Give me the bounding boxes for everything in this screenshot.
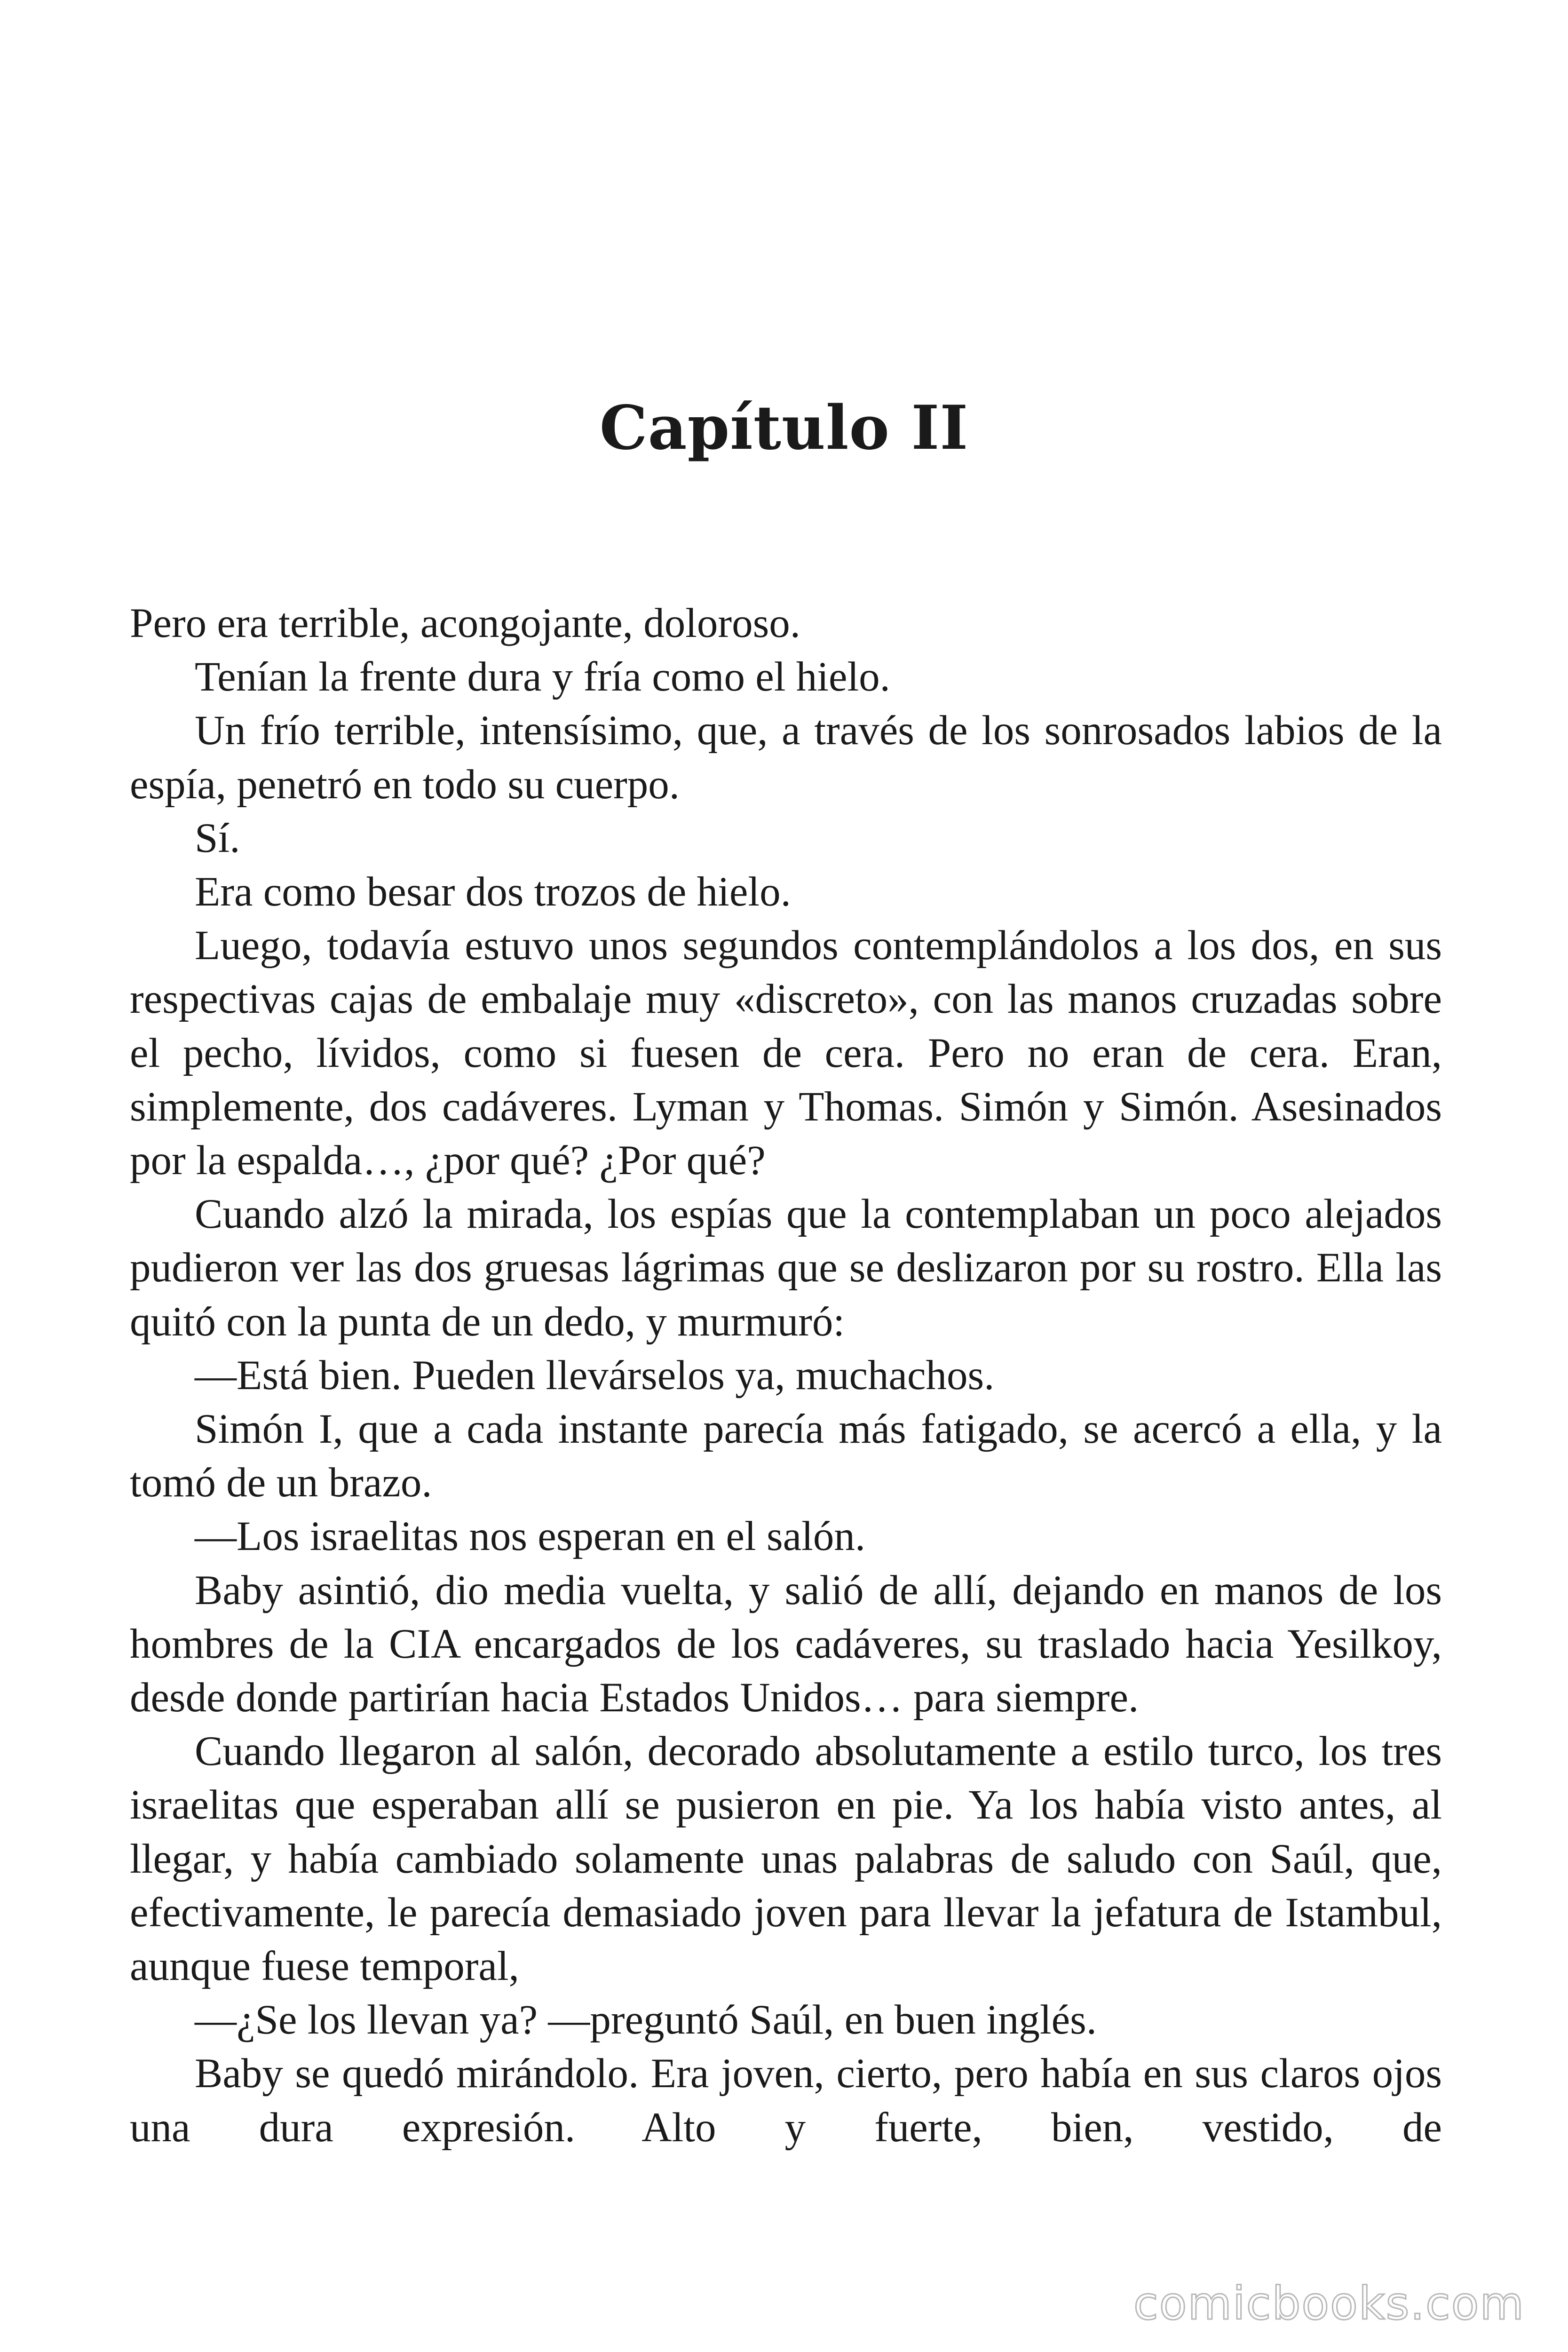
paragraph: Luego, todavía estuvo unos segundos contemplándolos a los dos, en sus respectivas cajas de embalaje muy «discreto», con las manos cruzadas sobre el pecho, lívidos, como si fuesen de cera. Pero no eran de cera. Eran, simplemente, dos cadáveres. Lyman y Thomas. Simón y Simón. Asesinados por la espalda…, ¿por qué? ¿Por qué?: [130, 922, 1442, 1184]
paragraph: —¿Se los llevan ya? —preguntó Saúl, en buen inglés.: [195, 1997, 1097, 2043]
paragraph: Cuando alzó la mirada, los espías que la contemplaban un poco alejados pudieron ver las dos gruesas lágrimas que se deslizaron por su rostro. Ella las quitó con la punta de un dedo, y murmuró:: [130, 1191, 1442, 1345]
paragraph: Tenían la frente dura y fría como el hielo.: [195, 654, 890, 700]
paragraph: —Está bien. Pueden llevárselos ya, muchachos.: [195, 1352, 995, 1398]
paragraph: —Los israelitas nos esperan en el salón.: [195, 1513, 866, 1560]
site-watermark: comicbooks.com: [1133, 2277, 1525, 2330]
paragraph: Cuando llegaron al salón, decorado absolutamente a estilo turco, los tres israelitas que esperaban allí se pusieron en pie. Ya los había visto antes, al llegar, y había cambiado solamente unas palabras de saludo con Saúl, que, efectivamente, le parecía demasiado joven para llevar la jefatura de Istambul, aunque fuese temporal,: [130, 1728, 1442, 1990]
paragraph: Baby asintió, dio media vuelta, y salió de allí, dejando en manos de los hombres de la CIA encargados de los cadáveres, su traslado hacia Yesilkoy, desde donde partirían hacia Estados Unidos… para siempre.: [130, 1567, 1442, 1721]
paragraph: Simón I, que a cada instante parecía más fatigado, se acercó a ella, y la tomó de un brazo.: [130, 1406, 1442, 1506]
chapter-body: [130, 596, 1442, 2154]
chapter-title: Capítulo II: [599, 393, 969, 463]
paragraph: Pero era terrible, acongojante, doloroso.: [130, 600, 800, 646]
paragraph: Un frío terrible, intensísimo, que, a través de los sonrosados labios de la espía, penetró en todo su cuerpo.: [130, 707, 1442, 808]
paragraph: Sí.: [195, 815, 240, 861]
paragraph: Era como besar dos trozos de hielo.: [195, 869, 791, 915]
paragraph: Baby se quedó mirándolo. Era joven, cierto, pero había en sus claros ojos una dura expresión. Alto y fuerte, bien, vestido, de: [130, 2050, 1442, 2151]
